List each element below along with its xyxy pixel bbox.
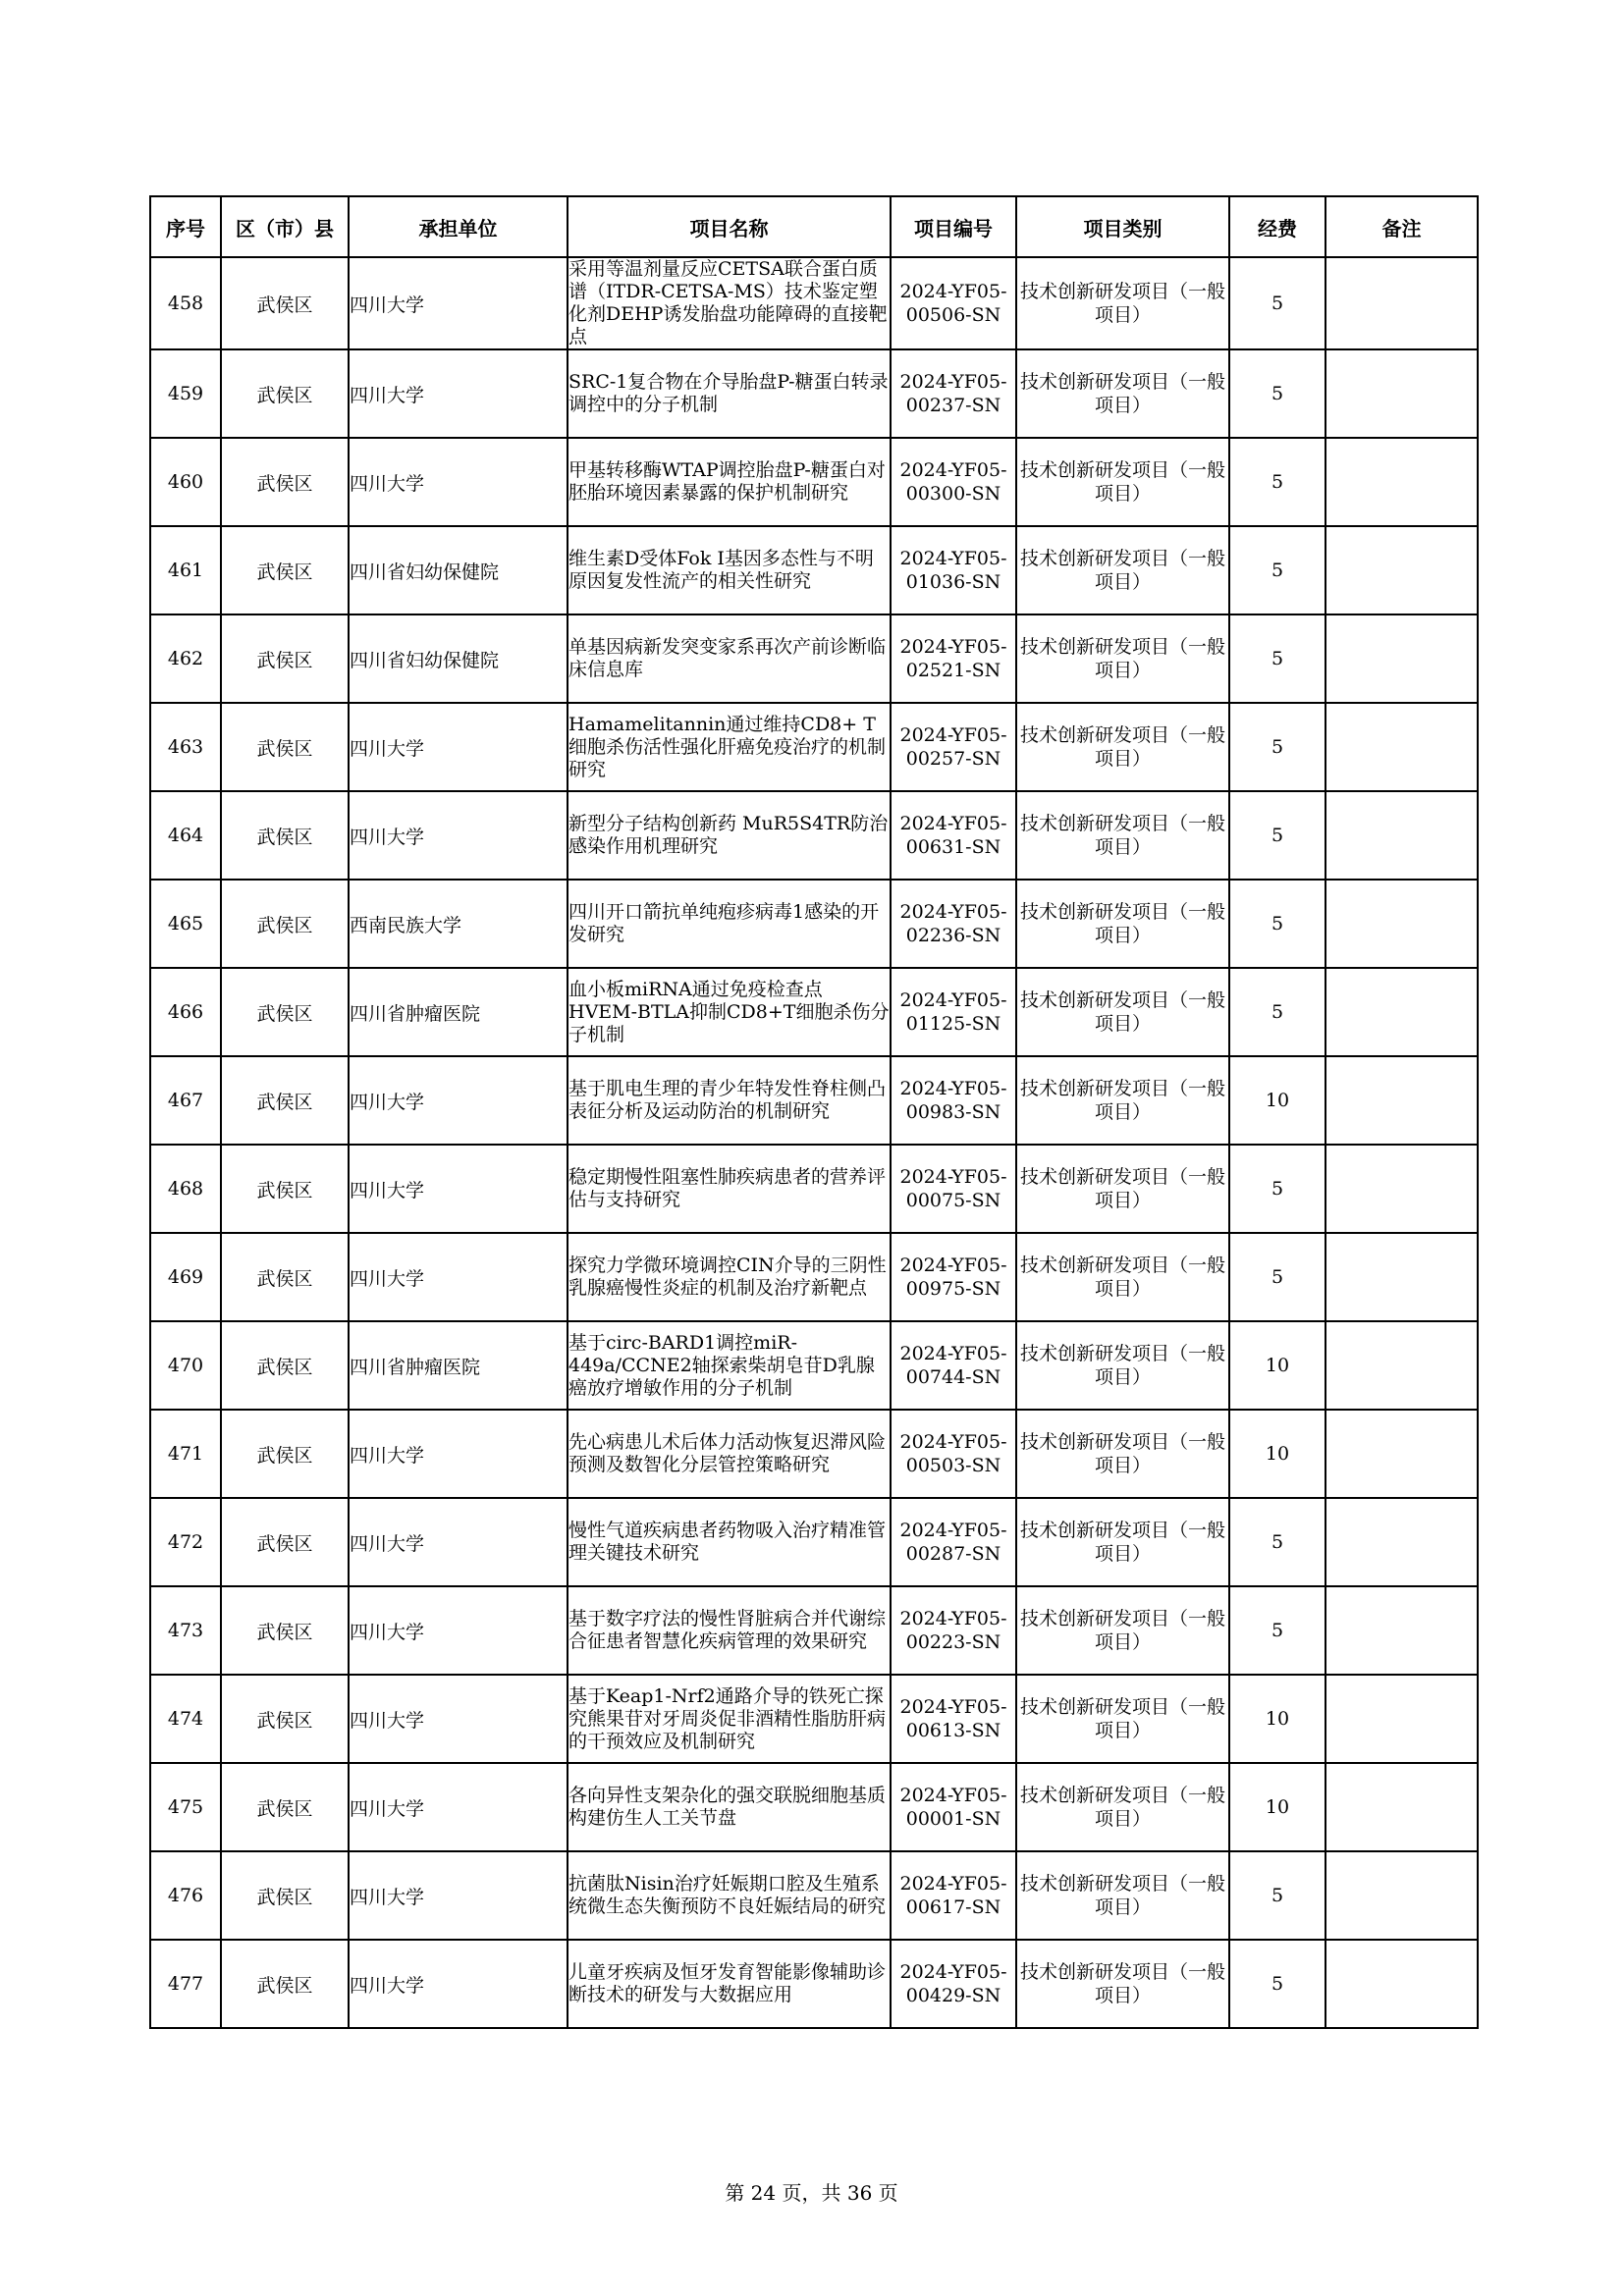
cell-project-name: 探究力学微环境调控CIN介导的三阴性乳腺癌慢性炎症的机制及治疗新靶点 (568, 1233, 891, 1321)
cell-no: 461 (150, 526, 221, 614)
cell-category: 技术创新研发项目（一般项目） (1016, 1675, 1229, 1763)
cell-funding: 10 (1229, 1410, 1325, 1498)
cell-category: 技术创新研发项目（一般项目） (1016, 1233, 1229, 1321)
cell-funding: 5 (1229, 614, 1325, 703)
cell-project-code: 2024-YF05-01036-SN (891, 526, 1016, 614)
cell-note (1325, 526, 1478, 614)
cell-project-name: 基于肌电生理的青少年特发性脊柱侧凸表征分析及运动防治的机制研究 (568, 1056, 891, 1145)
cell-funding: 10 (1229, 1763, 1325, 1851)
cell-district: 武侯区 (221, 349, 349, 438)
cell-no: 466 (150, 968, 221, 1056)
table-row (150, 791, 1478, 880)
cell-no: 473 (150, 1586, 221, 1675)
cell-no: 463 (150, 703, 221, 791)
cell-no: 477 (150, 1940, 221, 2028)
cell-unit: 四川省肿瘤医院 (349, 968, 568, 1056)
table-row (150, 1145, 1478, 1233)
header-note: 备注 (1325, 196, 1478, 257)
cell-district: 武侯区 (221, 526, 349, 614)
cell-project-code: 2024-YF05-00975-SN (891, 1233, 1016, 1321)
cell-district: 武侯区 (221, 257, 349, 349)
cell-district: 武侯区 (221, 1321, 349, 1410)
cell-unit: 四川大学 (349, 349, 568, 438)
cell-note (1325, 257, 1478, 349)
cell-category: 技术创新研发项目（一般项目） (1016, 438, 1229, 526)
cell-project-name: 新型分子结构创新药 MuR5S4TR防治感染作用机理研究 (568, 791, 891, 880)
header-funding: 经费 (1229, 196, 1325, 257)
cell-district: 武侯区 (221, 968, 349, 1056)
cell-category: 技术创新研发项目（一般项目） (1016, 1410, 1229, 1498)
table-row (150, 438, 1478, 526)
cell-district: 武侯区 (221, 438, 349, 526)
cell-project-code: 2024-YF05-00429-SN (891, 1940, 1016, 2028)
cell-note (1325, 1410, 1478, 1498)
cell-project-name: 各向异性支架杂化的强交联脱细胞基质构建仿生人工关节盘 (568, 1763, 891, 1851)
cell-project-name: Hamamelitannin通过维持CD8+ T细胞杀伤活性强化肝癌免疫治疗的机制研究 (568, 703, 891, 791)
cell-category: 技术创新研发项目（一般项目） (1016, 703, 1229, 791)
cell-project-code: 2024-YF05-00257-SN (891, 703, 1016, 791)
table-row (150, 614, 1478, 703)
cell-no: 470 (150, 1321, 221, 1410)
cell-district: 武侯区 (221, 1586, 349, 1675)
cell-no: 460 (150, 438, 221, 526)
cell-category: 技术创新研发项目（一般项目） (1016, 1498, 1229, 1586)
cell-district: 武侯区 (221, 1056, 349, 1145)
cell-funding: 10 (1229, 1056, 1325, 1145)
table-row (150, 1321, 1478, 1410)
header-unit: 承担单位 (349, 196, 568, 257)
table-row (150, 1763, 1478, 1851)
cell-funding: 5 (1229, 968, 1325, 1056)
cell-no: 468 (150, 1145, 221, 1233)
cell-note (1325, 1851, 1478, 1940)
cell-note (1325, 1056, 1478, 1145)
table-row (150, 526, 1478, 614)
cell-unit: 四川省肿瘤医院 (349, 1321, 568, 1410)
cell-project-code: 2024-YF05-00075-SN (891, 1145, 1016, 1233)
table-row (150, 1675, 1478, 1763)
cell-unit: 四川大学 (349, 1056, 568, 1145)
cell-project-name: 单基因病新发突变家系再次产前诊断临床信息库 (568, 614, 891, 703)
table-row (150, 1851, 1478, 1940)
cell-funding: 5 (1229, 257, 1325, 349)
table-header-row (150, 196, 1478, 257)
cell-project-code: 2024-YF05-00287-SN (891, 1498, 1016, 1586)
cell-note (1325, 1321, 1478, 1410)
cell-note (1325, 968, 1478, 1056)
cell-project-name: 四川开口箭抗单纯疱疹病毒1感染的开发研究 (568, 880, 891, 968)
cell-unit: 四川大学 (349, 1675, 568, 1763)
cell-funding: 5 (1229, 1851, 1325, 1940)
cell-note (1325, 1586, 1478, 1675)
cell-funding: 5 (1229, 1145, 1325, 1233)
table-row (150, 257, 1478, 349)
cell-category: 技术创新研发项目（一般项目） (1016, 1321, 1229, 1410)
cell-funding: 10 (1229, 1675, 1325, 1763)
cell-no: 469 (150, 1233, 221, 1321)
cell-project-code: 2024-YF05-00506-SN (891, 257, 1016, 349)
cell-funding: 5 (1229, 438, 1325, 526)
cell-project-code: 2024-YF05-00983-SN (891, 1056, 1016, 1145)
header-district: 区（市）县 (221, 196, 349, 257)
cell-unit: 四川大学 (349, 1586, 568, 1675)
cell-unit: 四川省妇幼保健院 (349, 614, 568, 703)
cell-category: 技术创新研发项目（一般项目） (1016, 1586, 1229, 1675)
cell-unit: 四川大学 (349, 1851, 568, 1940)
cell-project-code: 2024-YF05-00617-SN (891, 1851, 1016, 1940)
cell-unit: 四川大学 (349, 1763, 568, 1851)
cell-district: 武侯区 (221, 703, 349, 791)
cell-project-code: 2024-YF05-00223-SN (891, 1586, 1016, 1675)
cell-district: 武侯区 (221, 791, 349, 880)
cell-project-name: 慢性气道疾病患者药物吸入治疗精准管理关键技术研究 (568, 1498, 891, 1586)
table-row (150, 880, 1478, 968)
header-category: 项目类别 (1016, 196, 1229, 257)
cell-note (1325, 1763, 1478, 1851)
cell-no: 465 (150, 880, 221, 968)
cell-district: 武侯区 (221, 1410, 349, 1498)
page-footer: 第 24 页，共 36 页 (725, 2181, 898, 2205)
cell-project-name: 稳定期慢性阻塞性肺疾病患者的营养评估与支持研究 (568, 1145, 891, 1233)
table-row (150, 1410, 1478, 1498)
cell-unit: 四川大学 (349, 1233, 568, 1321)
cell-project-code: 2024-YF05-02236-SN (891, 880, 1016, 968)
cell-district: 武侯区 (221, 1498, 349, 1586)
cell-project-code: 2024-YF05-02521-SN (891, 614, 1016, 703)
cell-project-name: 基于circ-BARD1调控miR-449a/CCNE2轴探索柴胡皂苷D乳腺癌放疗增敏作用的分子机制 (568, 1321, 891, 1410)
cell-unit: 四川大学 (349, 438, 568, 526)
cell-unit: 四川大学 (349, 1498, 568, 1586)
cell-category: 技术创新研发项目（一般项目） (1016, 1851, 1229, 1940)
cell-project-name: 基于数字疗法的慢性肾脏病合并代谢综合征患者智慧化疾病管理的效果研究 (568, 1586, 891, 1675)
header-project-code: 项目编号 (891, 196, 1016, 257)
cell-project-code: 2024-YF05-00503-SN (891, 1410, 1016, 1498)
cell-note (1325, 349, 1478, 438)
cell-funding: 5 (1229, 349, 1325, 438)
cell-note (1325, 1675, 1478, 1763)
cell-funding: 5 (1229, 791, 1325, 880)
cell-project-code: 2024-YF05-00744-SN (891, 1321, 1016, 1410)
cell-category: 技术创新研发项目（一般项目） (1016, 880, 1229, 968)
cell-note (1325, 880, 1478, 968)
table-row (150, 1498, 1478, 1586)
cell-unit: 西南民族大学 (349, 880, 568, 968)
cell-funding: 5 (1229, 1586, 1325, 1675)
cell-unit: 四川大学 (349, 703, 568, 791)
cell-funding: 5 (1229, 526, 1325, 614)
cell-no: 471 (150, 1410, 221, 1498)
cell-project-name: 抗菌肽Nisin治疗妊娠期口腔及生殖系统微生态失衡预防不良妊娠结局的研究 (568, 1851, 891, 1940)
cell-project-name: 儿童牙疾病及恒牙发育智能影像辅助诊断技术的研发与大数据应用 (568, 1940, 891, 2028)
cell-district: 武侯区 (221, 880, 349, 968)
cell-project-name: 甲基转移酶WTAP调控胎盘P-糖蛋白对胚胎环境因素暴露的保护机制研究 (568, 438, 891, 526)
cell-no: 459 (150, 349, 221, 438)
cell-project-name: 先心病患儿术后体力活动恢复迟滞风险预测及数智化分层管控策略研究 (568, 1410, 891, 1498)
table-row (150, 703, 1478, 791)
cell-note (1325, 1940, 1478, 2028)
cell-category: 技术创新研发项目（一般项目） (1016, 349, 1229, 438)
cell-category: 技术创新研发项目（一般项目） (1016, 257, 1229, 349)
cell-category: 技术创新研发项目（一般项目） (1016, 1940, 1229, 2028)
cell-project-code: 2024-YF05-00001-SN (891, 1763, 1016, 1851)
table-row (150, 349, 1478, 438)
cell-project-code: 2024-YF05-00631-SN (891, 791, 1016, 880)
cell-category: 技术创新研发项目（一般项目） (1016, 1763, 1229, 1851)
header-project-name: 项目名称 (568, 196, 891, 257)
table-row (150, 1233, 1478, 1321)
cell-project-code: 2024-YF05-00237-SN (891, 349, 1016, 438)
cell-category: 技术创新研发项目（一般项目） (1016, 1056, 1229, 1145)
cell-district: 武侯区 (221, 1851, 349, 1940)
cell-district: 武侯区 (221, 1233, 349, 1321)
cell-category: 技术创新研发项目（一般项目） (1016, 1145, 1229, 1233)
cell-unit: 四川大学 (349, 791, 568, 880)
cell-funding: 5 (1229, 1498, 1325, 1586)
table-row (150, 1940, 1478, 2028)
cell-funding: 5 (1229, 1940, 1325, 2028)
cell-no: 474 (150, 1675, 221, 1763)
cell-no: 475 (150, 1763, 221, 1851)
cell-district: 武侯区 (221, 1675, 349, 1763)
cell-project-name: 采用等温剂量反应CETSA联合蛋白质谱（ITDR-CETSA-MS）技术鉴定塑化剂DEHP诱发胎盘功能障碍的直接靶点 (568, 257, 891, 349)
cell-category: 技术创新研发项目（一般项目） (1016, 968, 1229, 1056)
cell-funding: 5 (1229, 703, 1325, 791)
cell-no: 476 (150, 1851, 221, 1940)
cell-funding: 10 (1229, 1321, 1325, 1410)
cell-note (1325, 1233, 1478, 1321)
cell-category: 技术创新研发项目（一般项目） (1016, 791, 1229, 880)
cell-district: 武侯区 (221, 1940, 349, 2028)
cell-note (1325, 1145, 1478, 1233)
table-row (150, 1586, 1478, 1675)
cell-funding: 5 (1229, 880, 1325, 968)
cell-no: 472 (150, 1498, 221, 1586)
cell-unit: 四川大学 (349, 1940, 568, 2028)
cell-project-name: 基于Keap1-Nrf2通路介导的铁死亡探究熊果苷对牙周炎促非酒精性脂肪肝病的干预效应及机制研究 (568, 1675, 891, 1763)
cell-no: 467 (150, 1056, 221, 1145)
cell-district: 武侯区 (221, 1763, 349, 1851)
table-body (150, 257, 1478, 2028)
cell-unit: 四川大学 (349, 1145, 568, 1233)
cell-unit: 四川大学 (349, 257, 568, 349)
table-row (150, 1056, 1478, 1145)
cell-category: 技术创新研发项目（一般项目） (1016, 614, 1229, 703)
cell-no: 458 (150, 257, 221, 349)
project-table (149, 195, 1479, 2029)
cell-project-name: 血小板miRNA通过免疫检查点HVEM-BTLA抑制CD8+T细胞杀伤分子机制 (568, 968, 891, 1056)
cell-note (1325, 791, 1478, 880)
cell-project-name: SRC-1复合物在介导胎盘P-糖蛋白转录调控中的分子机制 (568, 349, 891, 438)
cell-unit: 四川大学 (349, 1410, 568, 1498)
cell-note (1325, 438, 1478, 526)
cell-category: 技术创新研发项目（一般项目） (1016, 526, 1229, 614)
cell-district: 武侯区 (221, 1145, 349, 1233)
cell-project-name: 维生素D受体Fok I基因多态性与不明原因复发性流产的相关性研究 (568, 526, 891, 614)
cell-project-code: 2024-YF05-00613-SN (891, 1675, 1016, 1763)
header-no: 序号 (150, 196, 221, 257)
cell-no: 464 (150, 791, 221, 880)
cell-note (1325, 614, 1478, 703)
cell-note (1325, 1498, 1478, 1586)
cell-district: 武侯区 (221, 614, 349, 703)
cell-project-code: 2024-YF05-01125-SN (891, 968, 1016, 1056)
cell-funding: 5 (1229, 1233, 1325, 1321)
table-row (150, 968, 1478, 1056)
cell-note (1325, 703, 1478, 791)
cell-no: 462 (150, 614, 221, 703)
cell-unit: 四川省妇幼保健院 (349, 526, 568, 614)
cell-project-code: 2024-YF05-00300-SN (891, 438, 1016, 526)
